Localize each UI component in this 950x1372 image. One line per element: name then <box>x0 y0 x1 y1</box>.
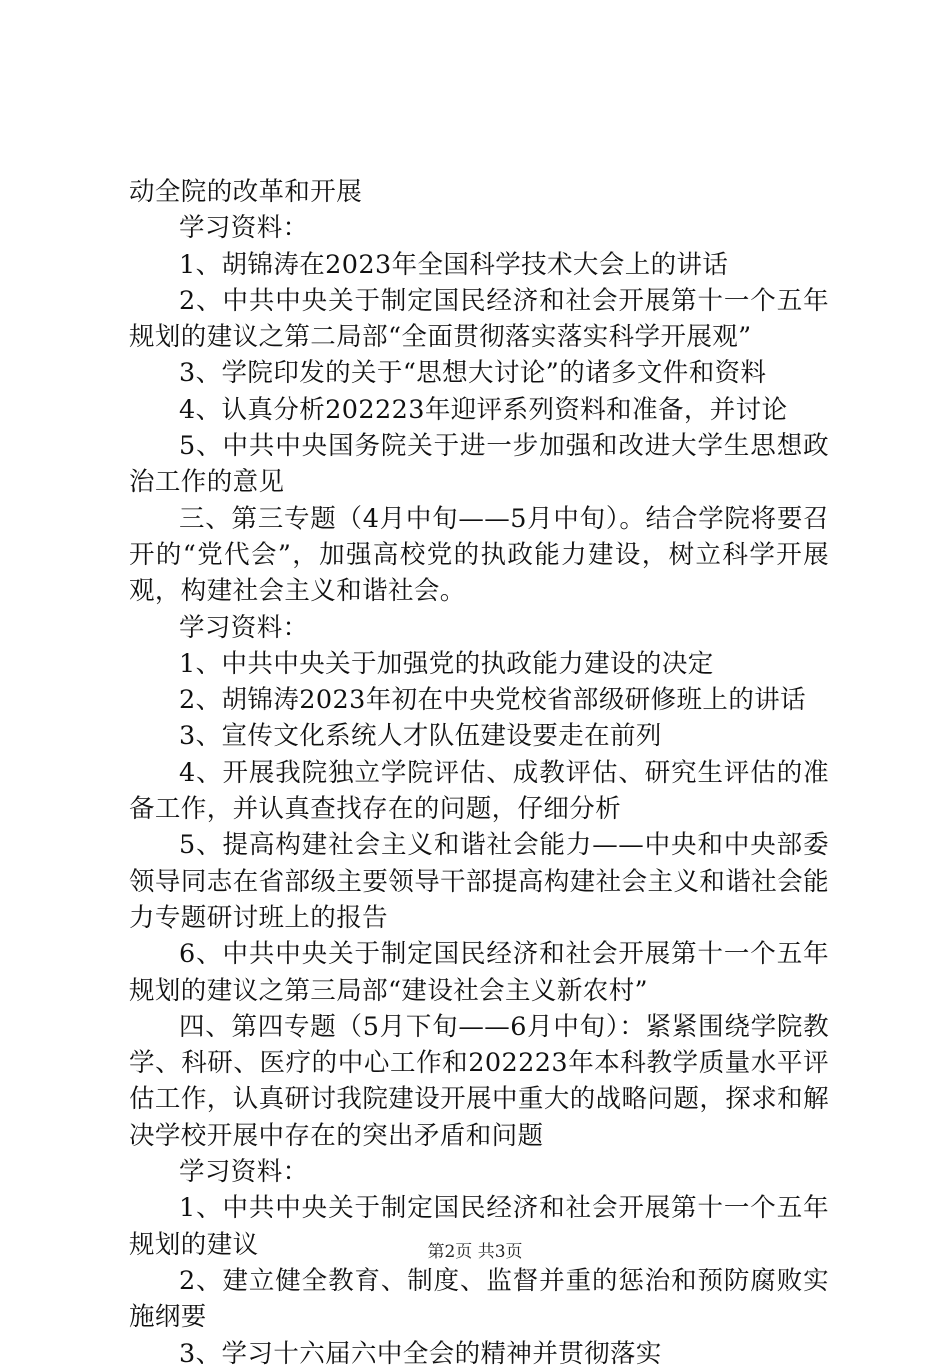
list-item: 4、开展我院独立学院评估、成教评估、研究生评估的准备工作，并认真查找存在的问题，仔细分析 <box>129 757 829 825</box>
document-body <box>129 174 829 1372</box>
list-item: 2、中共中央关于制定国民经济和社会开展第十一个五年规划的建议之第二局部“全面贯彻落实落实科学开展观” <box>129 285 829 353</box>
list-item: 3、学院印发的关于“思想大讨论”的诸多文件和资料 <box>179 358 767 389</box>
list-item: 1、胡锦涛在2023年全国科学技术大会上的讲话 <box>179 249 729 280</box>
section-heading-topic-3: 三、第三专题（4月中旬——5月中旬）。结合学院将要召开的“党代会”，加强高校党的执政能力建设，树立科学开展观，构建社会主义和谐社会。 <box>129 503 829 607</box>
study-materials-heading: 学习资料： <box>179 612 309 643</box>
section-heading-topic-4: 四、第四专题（5月下旬——6月中旬）：紧紧围绕学院教学、科研、医疗的中心工作和202223年本科教学质量水平评估工作，认真研讨我院建设开展中重大的战略问题，探求和解决学校开展中存在的突出矛盾和问题 <box>129 1011 829 1151</box>
list-item: 2、胡锦涛2023年初在中央党校省部级研修班上的讲话 <box>179 685 807 716</box>
list-item: 1、中共中央关于加强党的执政能力建设的决定 <box>179 648 714 679</box>
list-item: 4、认真分析202223年迎评系列资料和准备，并讨论 <box>179 394 788 425</box>
study-materials-heading: 学习资料： <box>179 1157 309 1188</box>
list-item: 5、中共中央国务院关于进一步加强和改进大学生思想政治工作的意见 <box>129 431 829 498</box>
list-item: 6、中共中央关于制定国民经济和社会开展第十一个五年规划的建议之第三局部“建设社会主义新农村” <box>129 939 829 1006</box>
study-materials-heading: 学习资料： <box>179 213 309 244</box>
list-item: 1、中共中央关于制定国民经济和社会开展第十一个五年规划的建议 <box>129 1193 829 1260</box>
list-item: 3、宣传文化系统人才队伍建设要走在前列 <box>179 721 662 752</box>
list-item: 2、建立健全教育、制度、监督并重的惩治和预防腐败实施纲要 <box>129 1265 829 1333</box>
paragraph-continuation: 动全院的改革和开展 <box>129 177 363 207</box>
list-item: 5、提高构建社会主义和谐社会能力——中央和中央部委领导同志在省部级主要领导干部提高构建社会主义和谐社会能力专题研讨班上的报告 <box>129 830 829 933</box>
list-item: 3、学习十六届六中全会的精神并贯彻落实 <box>179 1338 662 1369</box>
page-number-footer: 第2页 共3页 <box>427 1242 523 1262</box>
